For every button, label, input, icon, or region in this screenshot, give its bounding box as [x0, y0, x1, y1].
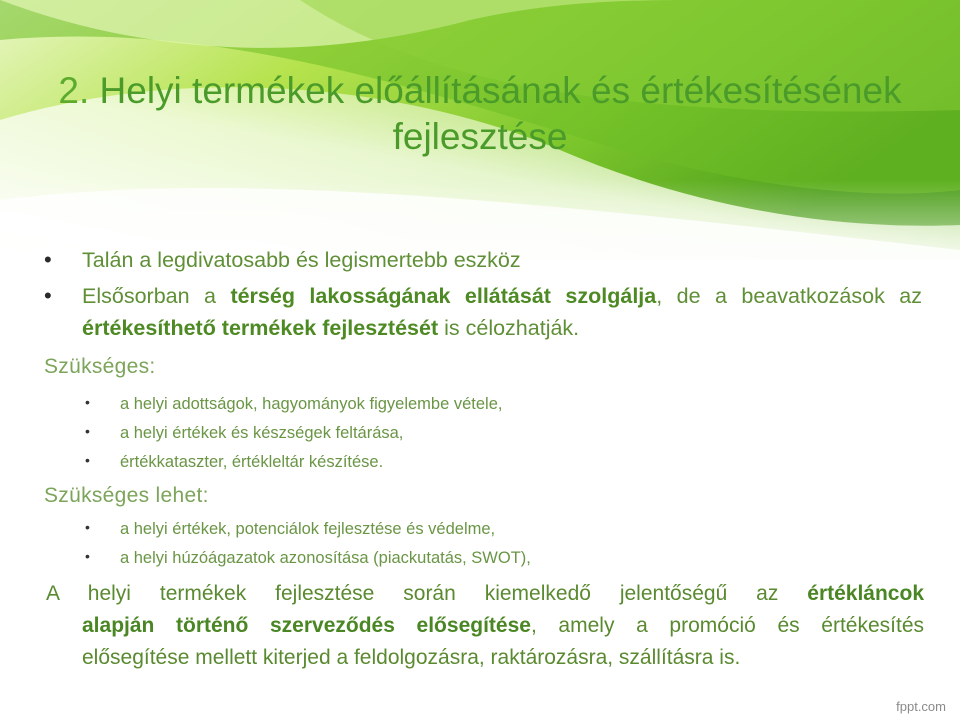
summary-paragraph — [46, 578, 924, 674]
title-line2: fejlesztése — [392, 116, 568, 157]
bullet-2-text-a: Elsősorban a — [82, 284, 231, 308]
needed-item-text: értékkataszter, értékleltár készítése. — [120, 453, 384, 471]
may-need-item-text: a helyi értékek, potenciálok fejlesztése és védelme, — [120, 520, 496, 538]
may-need-heading: Szükséges lehet: — [44, 484, 209, 507]
paragraph-line-3 — [46, 642, 924, 674]
bullet-1 — [44, 244, 922, 276]
may-need-item-text: a helyi húzóágazatok azonosítása (piackutatás, SWOT), — [120, 549, 531, 567]
bullet-dot-icon: • — [44, 283, 52, 308]
bullet-2-bold-a: térség lakosságának ellátását szolgálja — [230, 284, 657, 308]
needed-item — [85, 423, 404, 443]
bullet-2-text-c: is célozhatják. — [438, 316, 580, 340]
title-number: 2. — [58, 70, 90, 111]
needed-heading: Szükséges: — [44, 355, 156, 378]
paragraph-text: elősegítése mellett kiterjed a feldolgozásra, raktározásra, szállításra is. — [82, 646, 741, 669]
title-line1: Helyi termékek előállításának és értékesítésének — [99, 70, 902, 111]
may-need-item — [85, 548, 531, 568]
paragraph-line-1 — [46, 578, 924, 610]
paragraph-bold: értékláncok — [807, 582, 924, 605]
bullet-2 — [44, 280, 923, 344]
paragraph-line-2 — [46, 610, 924, 642]
needed-item-text: a helyi értékek és készségek feltárása, — [120, 424, 404, 442]
bullet-2-bold-b: értékesíthető termékek fejlesztését — [82, 316, 439, 340]
paragraph-bold: alapján történő szerveződés elősegítése — [82, 614, 531, 637]
bullet-1-text: Talán a legdivatosabb és legismertebb eszköz — [82, 248, 521, 272]
bullet-dot-icon: • — [85, 519, 90, 535]
bullet-2-text-b: , de a beavatkozások az — [656, 284, 923, 308]
bullet-dot-icon: • — [44, 247, 52, 272]
needed-item-text: a helyi adottságok, hagyományok figyelembe vétele, — [120, 395, 503, 413]
bullet-dot-icon: • — [85, 394, 90, 410]
footer-brand: fppt.com — [896, 699, 946, 714]
bullet-dot-icon: • — [85, 423, 90, 439]
bullet-dot-icon: • — [85, 452, 90, 468]
paragraph-text: , amely a promóció és értékesítés — [530, 614, 924, 637]
paragraph-text: A helyi termékek fejlesztése során kiemelkedő jelentőségű az — [46, 582, 808, 605]
needed-item — [85, 452, 384, 472]
may-need-item — [85, 519, 496, 539]
bullet-dot-icon: • — [85, 548, 90, 564]
needed-item — [85, 394, 503, 414]
